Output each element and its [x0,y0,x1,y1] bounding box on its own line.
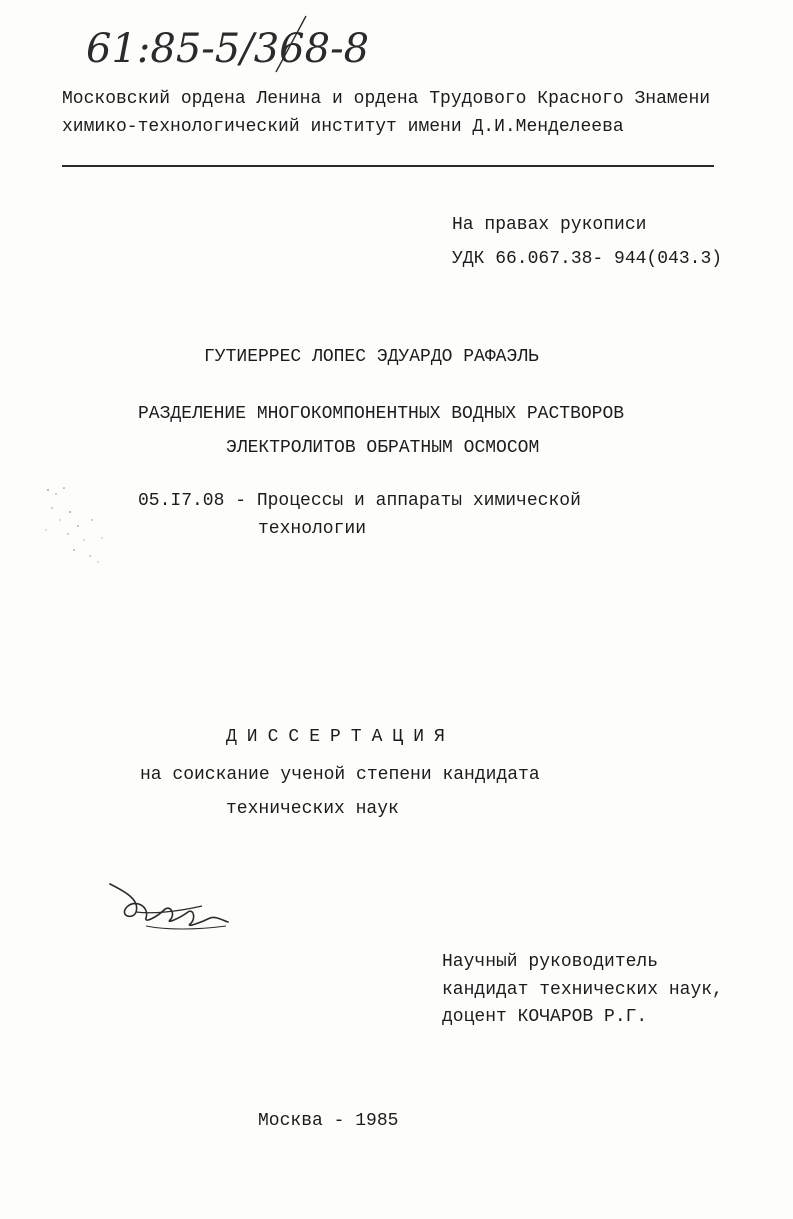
archive-code-text: 61:85-5/368-8 [86,26,370,72]
supervisor-line-3: доцент КОЧАРОВ Р.Г. [442,1007,648,1027]
author-name: ГУТИЕРРЕС ЛОПЕС ЭДУАРДО РАФАЭЛЬ [204,347,539,367]
title-line-2: ЭЛЕКТРОЛИТОВ ОБРАТНЫМ ОСМОСОМ [226,438,540,458]
supervisor-line-2: кандидат технических наук, [442,980,723,1000]
udc-code: УДК 66.067.38- 944(043.3) [452,249,723,269]
rights-note: На правах рукописи [452,215,647,235]
scan-noise [40,480,120,570]
specialty-line-2: технологии [258,519,367,539]
handwritten-archive-code [86,14,426,74]
document-type: ДИССЕРТАЦИЯ [226,727,455,747]
specialty-line-1: 05.I7.08 - Процессы и аппараты химической [138,491,581,511]
institution-line-2: химико-технологический институт имени Д.И.Менделеева [62,117,624,137]
institution-line-1: Московский ордена Ленина и ордена Трудового Красного Знамени [62,89,711,109]
signature-icon [106,876,234,936]
place-and-year: Москва - 1985 [258,1111,399,1131]
degree-line-1: на соискание ученой степени кандидата [140,765,540,785]
title-line-1: РАЗДЕЛЕНИЕ МНОГОКОМПОНЕНТНЫХ ВОДНЫХ РАСТВОРОВ [138,404,625,424]
header-divider [62,165,714,167]
degree-line-2: технических наук [226,799,399,819]
supervisor-line-1: Научный руководитель [442,952,659,972]
